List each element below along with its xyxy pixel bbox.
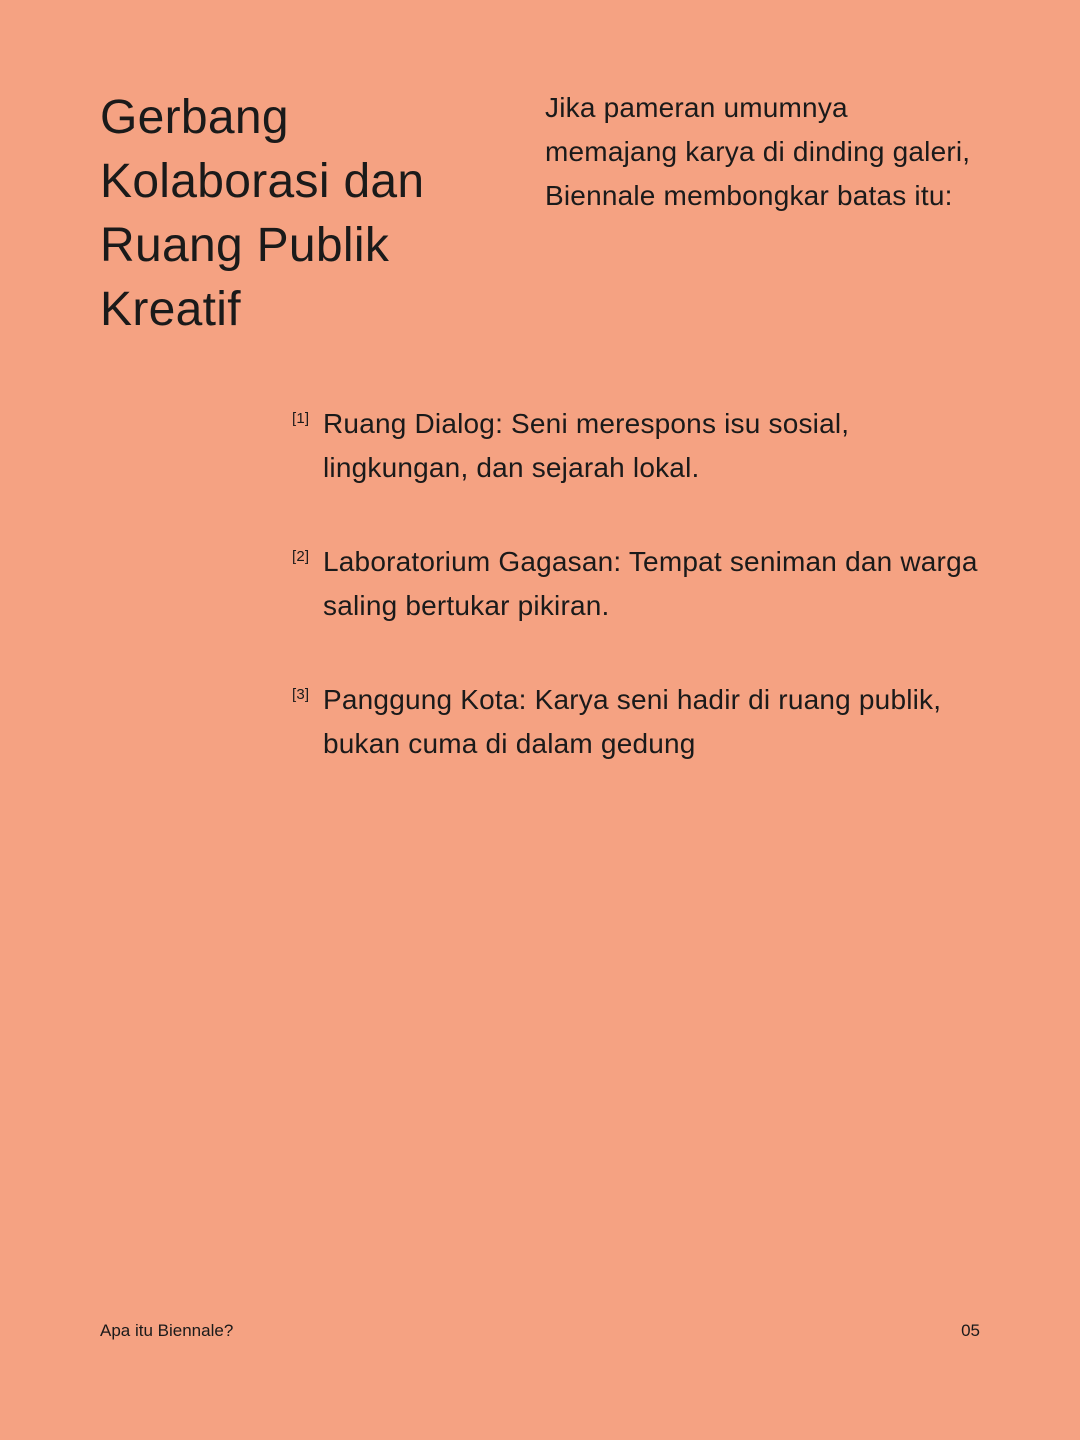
list-item bbox=[292, 402, 992, 490]
list-item bbox=[292, 540, 992, 628]
list-item-text: Ruang Dialog: Seni merespons isu sosial, lingkungan, dan sejarah lokal. bbox=[323, 408, 850, 483]
list-item bbox=[292, 678, 992, 766]
list-item-marker: [3] bbox=[292, 686, 310, 703]
list-item-text: Laboratorium Gagasan: Tempat seniman dan warga saling bertukar pikiran. bbox=[323, 546, 978, 621]
page-number: 05 bbox=[961, 1321, 980, 1340]
intro-paragraph: Jika pameran umumnya memajang karya di dinding galeri, Biennale membongkar batas itu: bbox=[545, 92, 971, 211]
footer-section-title: Apa itu Biennale? bbox=[100, 1321, 234, 1340]
list-item-marker: [1] bbox=[292, 410, 310, 427]
list-item-marker: [2] bbox=[292, 548, 310, 565]
page-title: Gerbang Kolaborasi dan Ruang Publik Kreatif bbox=[100, 91, 425, 336]
list-item-text: Panggung Kota: Karya seni hadir di ruang publik, bukan cuma di dalam gedung bbox=[323, 684, 942, 759]
feature-list bbox=[292, 402, 992, 816]
